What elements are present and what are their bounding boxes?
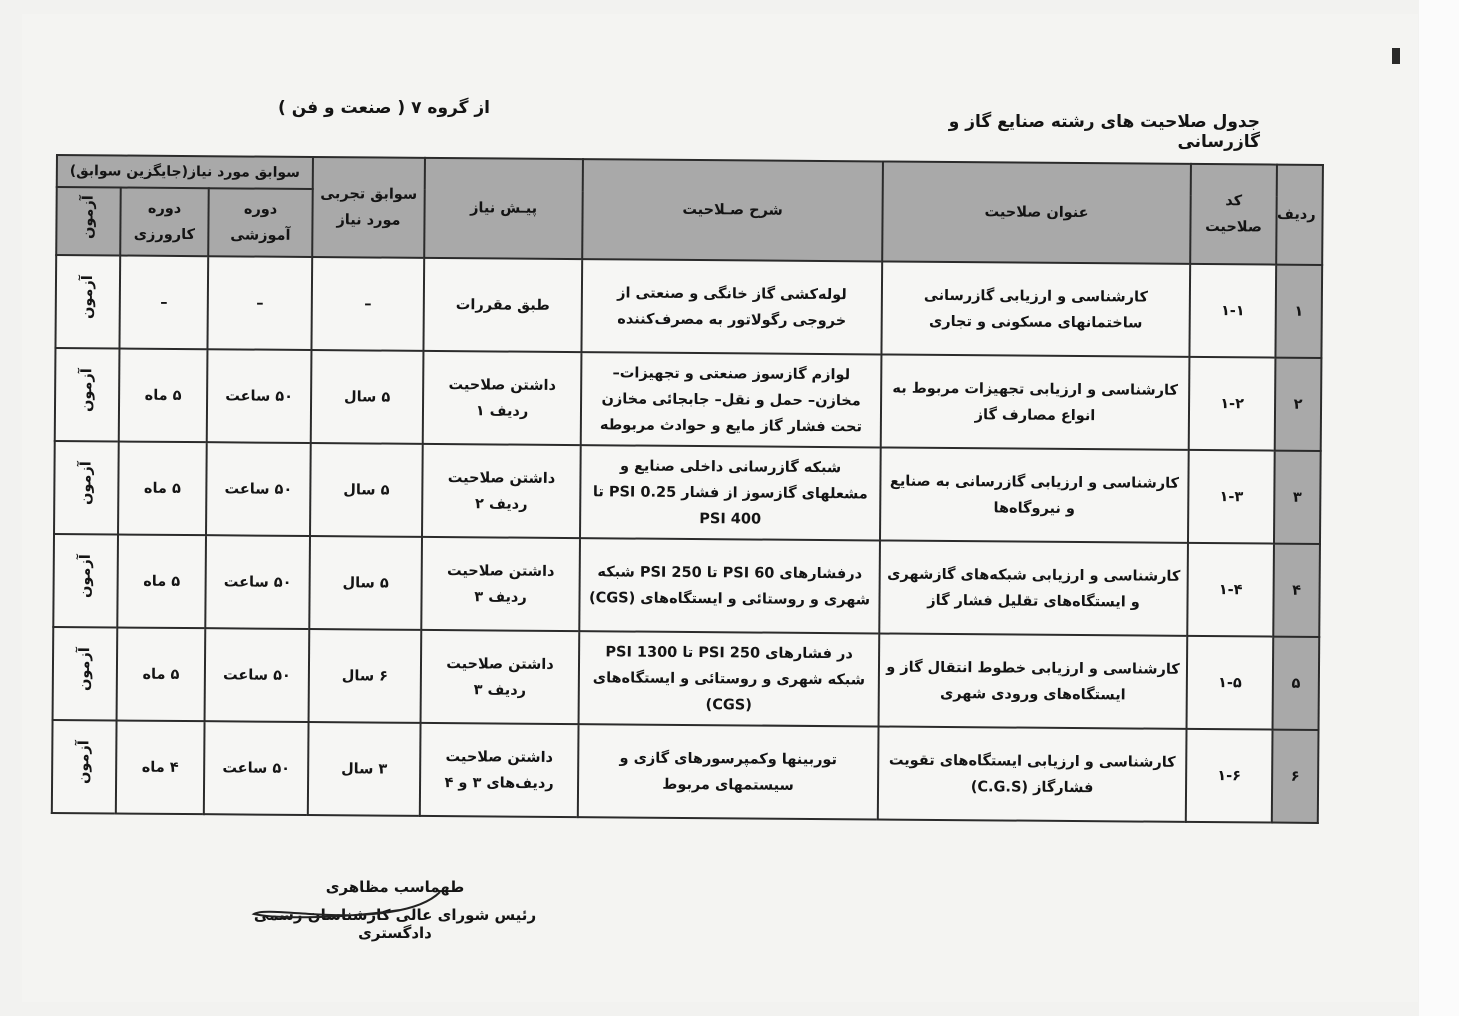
qualification-title: کارشناسی و ارزیابی شبکه‌های گازشهری و ایستگاه‌های تقلیل فشار گاز [879, 540, 1188, 635]
prerequisite: داشتن صلاحیت ردیف ۳ [421, 630, 580, 724]
qualification-description: در فشارهای 250 PSI تا 1300 PSI شبکه شهری و روستائی و ایستگاه‌های (CGS) [579, 631, 880, 726]
training: ۵۰ ساعت [204, 721, 309, 815]
qualification-title: کارشناسی و ارزیابی ایستگاه‌های تقویت فشارگاز (C.G.S) [878, 726, 1187, 821]
exam-cell [55, 255, 120, 349]
handwritten-signature [250, 884, 450, 924]
prerequisite: داشتن صلاحیت ردیف ۲ [422, 444, 581, 538]
header-alternatives-group: سوابق مورد نیاز(جایگزین سوابق) [57, 155, 313, 189]
experience: ۵ سال [309, 536, 422, 630]
qualification-description: لوله‌کشی گاز خانگی و صنعتی از خروجی رگولاتور به مصرف‌کننده [581, 259, 882, 354]
internship: – [120, 256, 209, 350]
exam: آزمون [79, 275, 97, 320]
training: ۵۰ ساعت [207, 349, 312, 443]
header-exam [56, 187, 121, 256]
exam-cell [53, 627, 118, 721]
qualification-description: لوازم گازسوز صنعتی و تجهیزات– مخازن– حمل و نقل– جابجائی مخازن تحت فشار گاز مایع و حوادث مربوطه [581, 352, 882, 447]
header-training: دوره آموزشی [208, 188, 313, 257]
qualification-title: کارشناسی و ارزیابی تجهیزات مربوط به انواع مصارف گاز [881, 354, 1190, 449]
header-description: شرح صـلاحیت [582, 159, 883, 261]
prerequisite: طبق مقررات [423, 258, 582, 352]
qualification-title: کارشناسی و ارزیابی گازرسانی ساختمانهای مسکونی و تجاری [881, 261, 1190, 356]
table-row [53, 627, 1320, 730]
exam: آزمون [78, 461, 95, 506]
qualification-title: کارشناسی و ارزیابی خطوط انتقال گاز و ایستگاه‌های ورودی شهری [879, 633, 1188, 728]
prerequisite: داشتن صلاحیت ردیف ۱ [423, 351, 582, 445]
qualification-title: کارشناسی و ارزیابی گازرسانی به صنایع و نیروگاه‌ها [880, 447, 1189, 542]
training: – [208, 256, 313, 350]
signature-block [230, 878, 560, 942]
table-row [52, 720, 1319, 823]
exam-cell [54, 441, 119, 535]
page-mark [1392, 48, 1400, 64]
exam: آزمون [76, 647, 94, 692]
exam-cell [52, 720, 117, 814]
signatory-name: طهماسب مظاهری [325, 878, 465, 896]
experience: ۵ سال [310, 443, 423, 537]
training: ۵۰ ساعت [206, 442, 311, 536]
internship: ۵ ماه [117, 534, 206, 628]
header-internship: دوره کارورزی [120, 188, 209, 257]
experience: ۵ سال [311, 350, 424, 444]
header-row-num: ردیف [1276, 165, 1323, 265]
prerequisite: داشتن صلاحیت ردیف ۳ [421, 537, 580, 631]
experience: ۶ سال [309, 629, 422, 723]
signatory-title: رئیس شورای عالی کارشناسان رسمی دادگستری [253, 906, 537, 942]
qualifications-table-wrapper [51, 154, 1322, 824]
exam-cell [55, 348, 120, 442]
exam: آزمون [76, 740, 93, 785]
qualifications-table [51, 154, 1324, 824]
table-row [54, 441, 1321, 544]
internship: ۵ ماه [118, 442, 207, 536]
exam-cell [53, 534, 118, 628]
experience: – [311, 257, 424, 351]
header-title: عنوان صلاحیت [882, 161, 1191, 263]
header-experience: سوابق تجربی مورد نیاز [312, 157, 425, 258]
qualification-code: ۱-۵ [1187, 636, 1274, 730]
internship: ۵ ماه [117, 627, 206, 721]
row-number: ۶ [1272, 730, 1319, 823]
qualification-code: ۱-۲ [1189, 357, 1276, 451]
training: ۵۰ ساعت [205, 628, 310, 722]
qualification-description: شبکه گازرسانی داخلی صنایع و مشعلهای گازسوز از فشار 0.25 PSI تا 400 PSI [580, 445, 881, 540]
internship: ۴ ماه [116, 720, 205, 814]
row-number: ۴ [1273, 544, 1320, 637]
group-label: از گروه ۷ ( صنعت و فن ) [278, 98, 490, 118]
table-row [55, 348, 1322, 451]
training: ۵۰ ساعت [205, 535, 310, 629]
row-number: ۱ [1275, 265, 1322, 358]
row-number: ۲ [1275, 358, 1322, 451]
internship: ۵ ماه [119, 349, 208, 443]
experience: ۳ سال [308, 722, 421, 816]
table-row [55, 255, 1322, 358]
document-title: جدول صلاحیت های رشته صنایع گاز و گازرسانی [948, 112, 1260, 152]
qualification-code: ۱-۴ [1187, 543, 1274, 637]
row-number: ۵ [1273, 637, 1320, 730]
qualification-code: ۱-۳ [1188, 450, 1275, 544]
header-code: کد صلاحیت [1190, 164, 1277, 265]
qualification-code: ۱-۶ [1186, 729, 1273, 823]
row-number: ۳ [1274, 451, 1321, 544]
header-prerequisite: پیـش نیاز [424, 158, 583, 259]
header-exam-text: آزمون [80, 194, 97, 239]
qualification-description: درفشارهای 60 PSI تا 250 PSI شبکه شهری و روستائی و ایستگاه‌های (CGS) [579, 538, 880, 633]
prerequisite: داشتن صلاحیت ردیف‌های ۳ و ۴ [420, 723, 579, 817]
scan-margin [1419, 0, 1459, 1016]
qualification-description: توربینها وکمپرسورهای گازی و سیستمهای مربوط [578, 724, 879, 819]
exam: آزمون [77, 554, 94, 599]
qualification-code: ۱-۱ [1189, 264, 1276, 358]
table-row [53, 534, 1320, 637]
exam: آزمون [78, 368, 96, 413]
